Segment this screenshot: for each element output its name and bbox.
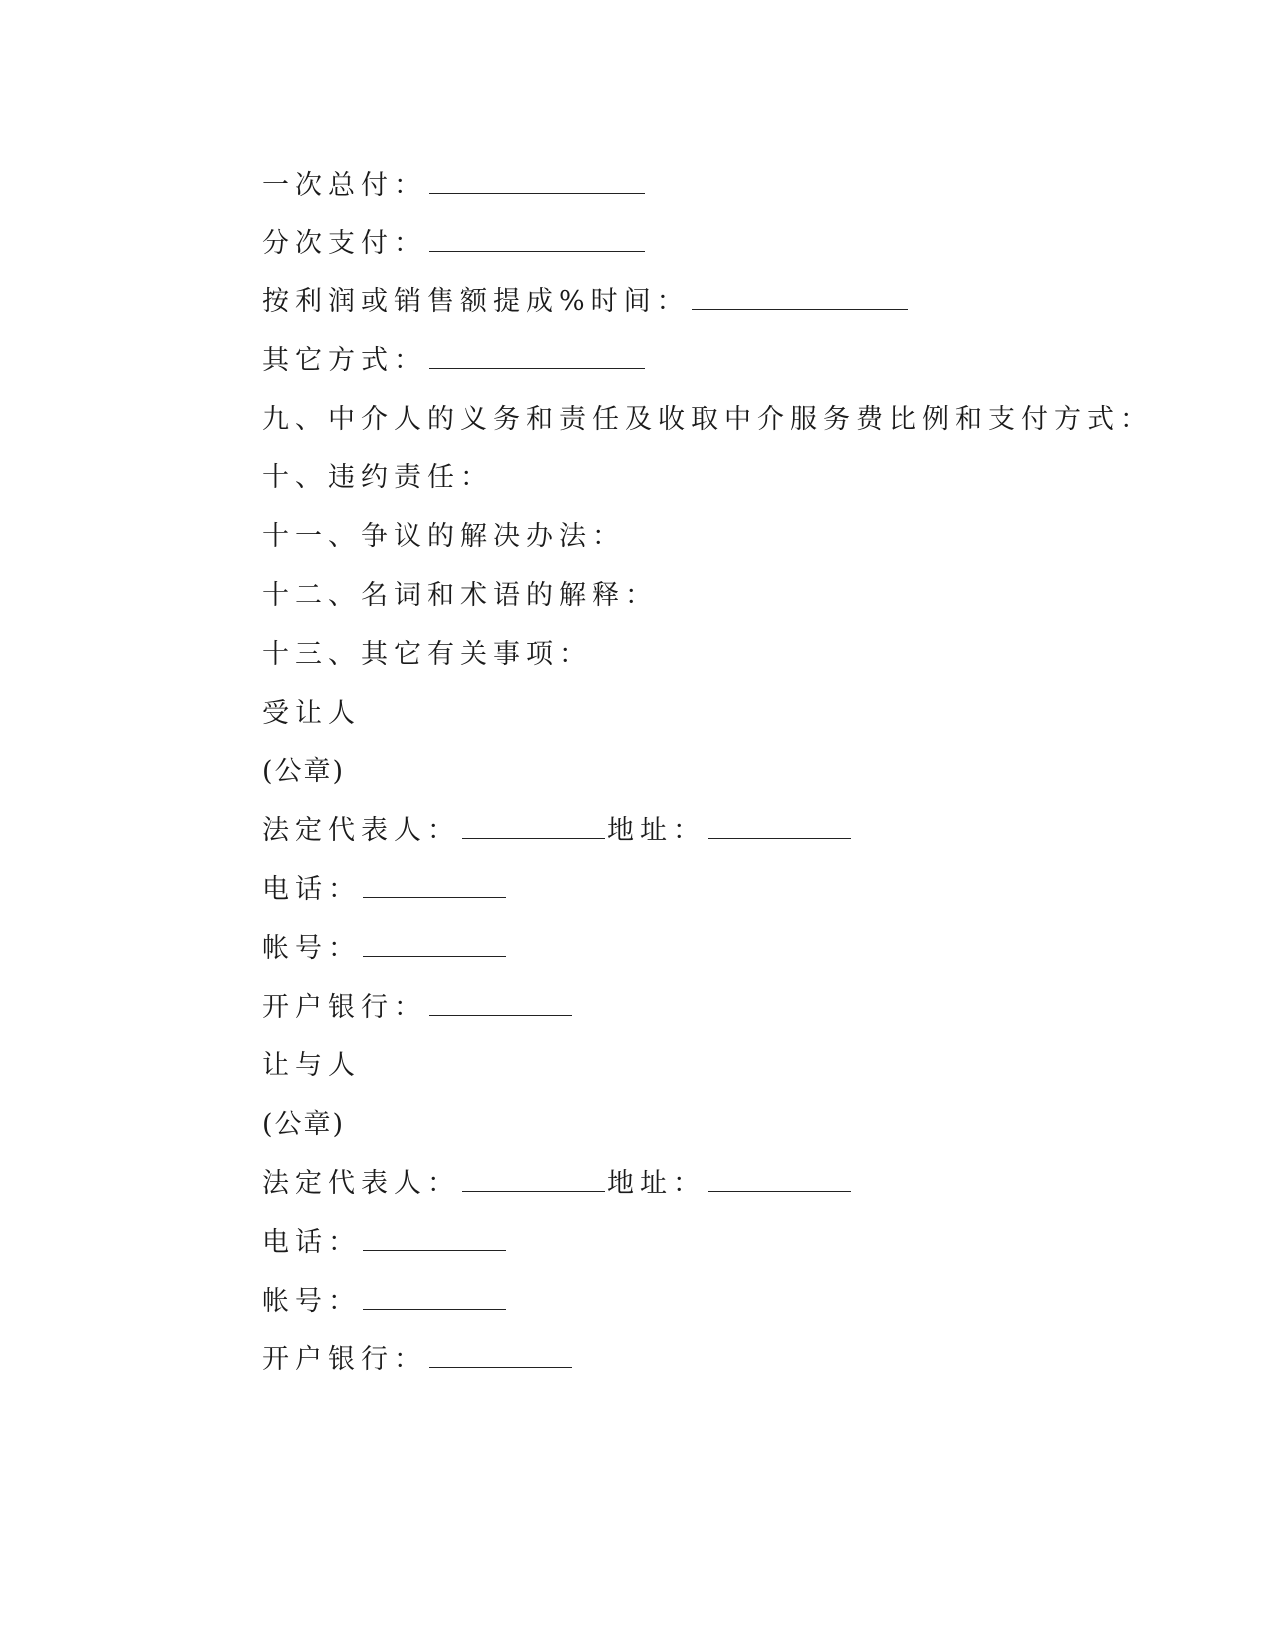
lump-sum-label: 一次总付： xyxy=(262,170,427,201)
transferee-phone-label: 电话： xyxy=(262,874,361,905)
transferor-account-blank[interactable] xyxy=(363,1282,506,1310)
clause-eleven: 十一、争议的解决办法： xyxy=(262,521,625,552)
other-method-label: 其它方式： xyxy=(262,345,427,376)
transferor-phone-line xyxy=(262,1223,508,1263)
transferor-address-blank[interactable] xyxy=(708,1164,851,1192)
transferor-address-label: 地址： xyxy=(607,1168,706,1199)
transferor-legal-rep-blank[interactable] xyxy=(462,1164,605,1192)
transferee-legal-rep-label: 法定代表人： xyxy=(262,815,460,846)
installments-label: 分次支付： xyxy=(262,228,427,259)
transferor-title: 让与人 xyxy=(262,1050,361,1081)
transferee-title: 受让人 xyxy=(262,698,361,729)
transferor-phone-label: 电话： xyxy=(262,1227,361,1258)
lump-sum-line xyxy=(262,166,647,206)
installments-blank[interactable] xyxy=(429,224,645,252)
transferee-account-line xyxy=(262,929,508,969)
transferor-rep-line xyxy=(262,1164,853,1204)
transferee-bank-blank[interactable] xyxy=(429,988,572,1016)
royalty-blank[interactable] xyxy=(692,282,908,310)
other-method-line xyxy=(262,341,647,381)
transferee-phone-line xyxy=(262,870,508,910)
transferee-phone-blank[interactable] xyxy=(363,870,506,898)
installments-line xyxy=(262,224,647,264)
transferee-rep-line xyxy=(262,811,853,851)
transferor-bank-line xyxy=(262,1340,574,1380)
transferor-account-label: 帐号： xyxy=(262,1286,361,1317)
clause-thirteen: 十三、其它有关事项： xyxy=(262,639,592,670)
royalty-label: 按利润或销售额提成%时间： xyxy=(262,286,690,317)
clause-twelve: 十二、名词和术语的解释： xyxy=(262,580,658,611)
royalty-line xyxy=(262,282,910,322)
transferor-bank-label: 开户银行： xyxy=(262,1344,427,1375)
transferee-address-blank[interactable] xyxy=(708,811,851,839)
transferor-bank-blank[interactable] xyxy=(429,1340,572,1368)
other-method-blank[interactable] xyxy=(429,341,645,369)
transferee-legal-rep-blank[interactable] xyxy=(462,811,605,839)
transferor-seal: (公章) xyxy=(262,1109,346,1140)
transferee-address-label: 地址： xyxy=(607,815,706,846)
transferor-account-line xyxy=(262,1282,508,1322)
transferor-legal-rep-label: 法定代表人： xyxy=(262,1168,460,1199)
transferor-phone-blank[interactable] xyxy=(363,1223,506,1251)
transferee-bank-label: 开户银行： xyxy=(262,992,427,1023)
transferee-account-label: 帐号： xyxy=(262,933,361,964)
transferee-account-blank[interactable] xyxy=(363,929,506,957)
transferee-bank-line xyxy=(262,988,574,1028)
clause-nine: 九、中介人的义务和责任及收取中介服务费比例和支付方式： xyxy=(262,404,1153,435)
lump-sum-blank[interactable] xyxy=(429,166,645,194)
transferee-seal: (公章) xyxy=(262,756,346,787)
clause-ten: 十、违约责任： xyxy=(262,462,493,493)
